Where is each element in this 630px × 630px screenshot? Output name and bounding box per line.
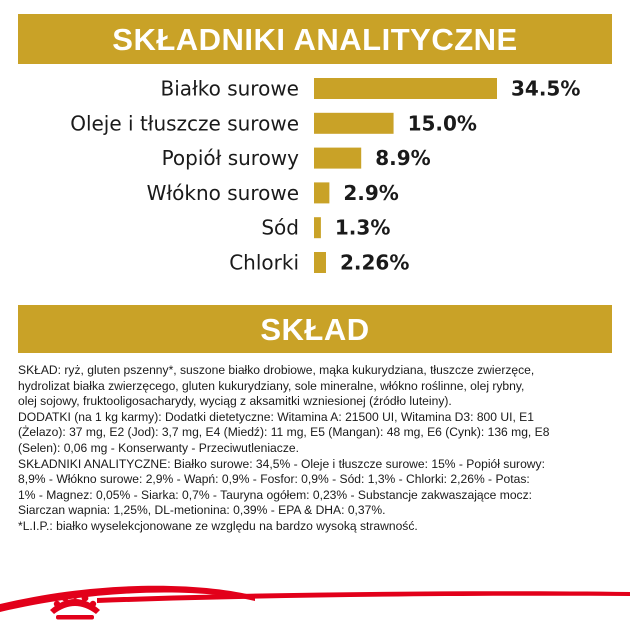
analytics-title: SKŁADNIKI ANALITYCZNE <box>112 22 518 57</box>
brand-footer <box>0 568 630 630</box>
category-label: Sód <box>261 215 299 240</box>
composition-text <box>18 363 616 535</box>
category-label: Oleje i tłuszcze surowe <box>70 111 299 136</box>
composition-line: (Selen): 0,06 mg - Konserwanty - Przeciwutleniacze. <box>18 440 299 455</box>
analytics-bar-chart <box>0 68 630 288</box>
category-label: Białko surowe <box>160 76 299 101</box>
composition-line: 8,9% - Włókno surowe: 2,9% - Wapń: 0,9% - Fosfor: 0,9% - Sód: 1,3% - Chlorki: 2,26% - Potas: <box>18 472 530 487</box>
bar <box>314 78 497 99</box>
bar <box>314 113 394 134</box>
value-label: 2.26% <box>339 250 410 275</box>
value-label: 8.9% <box>375 146 431 171</box>
composition-line: SKŁAD: ryż, gluten pszenny*, suszone białko drobiowe, mąka kukurydziana, tłuszcze zwierzęce, <box>18 363 535 377</box>
composition-line: Siarczan wapnia: 1,25%, DL-metionina: 0,39% - EPA & DHA: 0,37%. <box>18 503 386 518</box>
composition-line: (Żelazo): 37 mg, E2 (Jod): 3,7 mg, E4 (Miedź): 11 mg, E5 (Mangan): 48 mg, E6 (Cynk): 136 mg, E8 <box>18 425 550 440</box>
composition-line: DODATKI (na 1 kg karmy): Dodatki dietetyczne: Witamina A: 21500 UI, Witamina D3: 800 UI, E1 <box>18 409 534 424</box>
brand-swoosh-right <box>97 591 630 603</box>
bar <box>314 182 329 203</box>
composition-line: olej sojowy, fruktooligosacharydy, wyciąg z aksamitki wzniesionej (źródło luteiny). <box>18 394 452 409</box>
value-label: 1.3% <box>334 215 391 240</box>
value-label: 34.5% <box>511 76 581 101</box>
composition-line: 1% - Magnez: 0,05% - Siarka: 0,7% - Tauryna ogółem: 0,23% - Substancje zakwaszające mocz: <box>18 487 533 502</box>
composition-line: *L.I.P.: białko wyselekcjonowane ze względu na bardzo wysoką strawność. <box>18 518 418 533</box>
analytics-banner <box>18 14 612 64</box>
value-label: 15.0% <box>407 111 477 136</box>
composition-title: SKŁAD <box>260 312 370 347</box>
bar <box>314 148 361 169</box>
category-label: Chlorki <box>229 250 299 275</box>
category-label: Włókno surowe <box>146 180 299 205</box>
bar <box>314 217 321 238</box>
value-label: 2.9% <box>343 180 399 205</box>
composition-line: hydrolizat białka zwierzęcego, gluten kukurydziany, sole mineralne, włókno roślinne, olej rybny, <box>18 378 525 393</box>
composition-banner <box>18 305 612 353</box>
bar <box>314 252 326 273</box>
category-label: Popiół surowy <box>161 146 299 171</box>
composition-line: SKŁADNIKI ANALITYCZNE: Białko surowe: 34,5% - Oleje i tłuszcze surowe: 15% - Popiół surowy: <box>18 456 545 471</box>
